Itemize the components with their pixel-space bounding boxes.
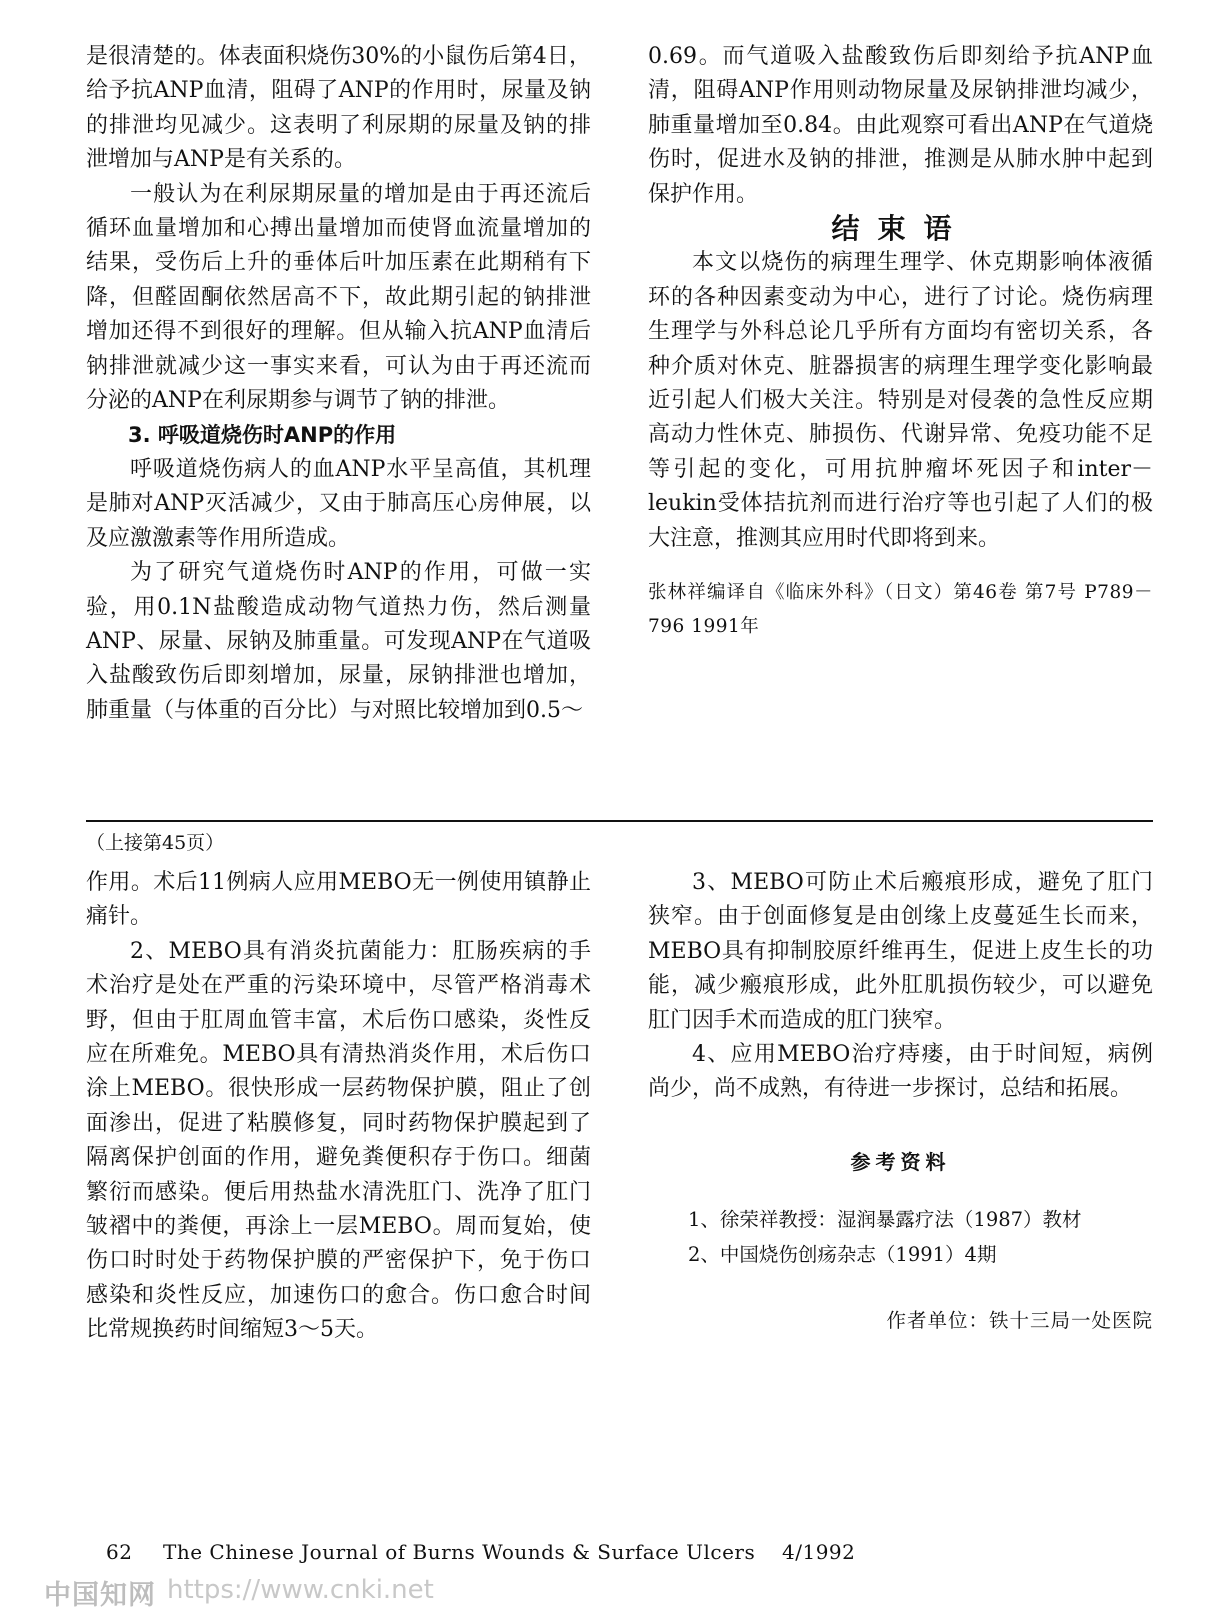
issue-number: 4/1992 <box>782 1540 856 1564</box>
column-bottom-right <box>648 866 1153 1338</box>
paragraph: 4、应用MEBO治疗痔瘘，由于时间短，病例尚少，尚不成熟，有待进一步探讨，总结和拓展。 <box>648 1042 1153 1102</box>
author-affiliation: 作者单位：铁十三局一处医院 <box>886 1309 1153 1333</box>
paragraph: 0.69。而气道吸入盐酸致伤后即刻给予抗ANP血清，阻碍ANP作用则动物尿量及尿钠排泄均减少，肺重量增加至0.84。由此观察可看出ANP在气道烧伤时，促进水及钠的排泄，推测是从肺水肿中起到保护作用。 <box>648 44 1153 207</box>
paragraph: 3、MEBO可防止术后瘢痕形成，避免了肛门狭窄。由于创面修复是由创缘上皮蔓延生长而来，MEBO具有抑制胶原纤维再生，促进上皮生长的功能，减少瘢痕形成，此外肛肌损伤较少，可以避免肛门因手术而造成的肛门狭窄。 <box>648 870 1153 1033</box>
article-divider <box>86 820 1153 822</box>
watermark-url: https://www.cnki.net <box>167 1575 434 1605</box>
continued-from-note: （上接第45页） <box>86 832 225 854</box>
page-number: 62 <box>106 1540 133 1564</box>
cnki-logo: 中国知网 <box>44 1580 156 1611</box>
paragraph: 本文以烧伤的病理生理学、休克期影响体液循环的各种因素变动为中心，进行了讨论。烧伤病理生理学与外科总论几乎所有方面均有密切关系，各种介质对休克、脏器损害的病理生理学变化影响最近引起人们极大关注。特别是对侵袭的急性反应期高动力性休克、肺损伤、代谢异常、免疫功能不足等引起的变化，可用抗肿瘤坏死因子和inter－leukin受体拮抗剂而进行治疗等也引起了人们的极大注意，推测其应用时代即将到来。 <box>648 250 1153 551</box>
journal-name: The Chinese Journal of Burns Wounds & Surface Ulcers <box>163 1540 756 1564</box>
section-title: 结束语 <box>831 212 970 246</box>
paragraph: 是很清楚的。体表面积烧伤30%的小鼠伤后第4日，给予抗ANP血清，阻碍了ANP的作用时，尿量及钠的排泄均见减少。这表明了利尿期的尿量及钠的排泄增加与ANP是有关系的。 <box>86 44 591 173</box>
paragraph: 2、MEBO具有消炎抗菌能力：肛肠疾病的手术治疗是处在严重的污染环境中，尽管严格消毒术野，但由于肛周血管丰富，术后伤口感染，炎性反应在所难免。MEBO具有清热消炎作用，术后伤口涂上MEBO。很快形成一层药物保护膜，阻止了创面渗出，促进了粘膜修复，同时药物保护膜起到了隔离保护创面的作用，避免粪便积存于伤口。细菌繁衍而感染。便后用热盐水清洗肛门、洗净了肛门皱褶中的粪便，再涂上一层MEBO。周而复始，使伤口时时处于药物保护膜的严密保护下，免于伤口感染和炎性反应，加速伤口的愈合。伤口愈合时间比常规换药时间缩短3～5天。 <box>86 938 591 1343</box>
references-title: 参考资料 <box>850 1149 951 1174</box>
column-bottom-left <box>86 866 591 1348</box>
reference-item: 2、中国烧伤创疡杂志（1991）4期 <box>688 1242 997 1266</box>
subsection-heading: 3. 呼吸道烧伤时ANP的作用 <box>128 423 397 448</box>
paragraph: 呼吸道烧伤病人的血ANP水平呈高值，其机理是肺对ANP灭活减少，又由于肺高压心房伸展，以及应激激素等作用所造成。 <box>86 456 591 551</box>
paragraph: 一般认为在利尿期尿量的增加是由于再还流后循环血量增加和心搏出量增加而使肾血流量增加的结果，受伤后上升的垂体后叶加压素在此期稍有下降，但醛固酮依然居高不下，故此期引起的钠排泄增加还得不到很好的理解。但从输入抗ANP血清后钠排泄就减少这一事实来看，可认为由于再还流而分泌的ANP在利尿期参与调节了钠的排泄。 <box>86 181 591 414</box>
paragraph: 作用。术后11例病人应用MEBO无一例使用镇静止痛针。 <box>86 870 591 930</box>
paragraph: 为了研究气道烧伤时ANP的作用，可做一实验，用0.1N盐酸造成动物气道热力伤，然后测量ANP、尿量、尿钠及肺重量。可发现ANP在气道吸入盐酸致伤后即刻增加，尿量，尿钠排泄也增加，肺重量（与体重的百分比）与对照比较增加到0.5～ <box>86 560 591 723</box>
page-footer <box>0 1540 1216 1570</box>
source-citation: 张林祥编译自《临床外科》（日文）第46卷 第7号 P789－796 1991年 <box>648 582 1153 638</box>
column-top-left <box>86 40 591 728</box>
reference-item: 1、徐荣祥教授：湿润暴露疗法（1987）教材 <box>688 1208 1082 1232</box>
column-top-right <box>648 40 1153 644</box>
